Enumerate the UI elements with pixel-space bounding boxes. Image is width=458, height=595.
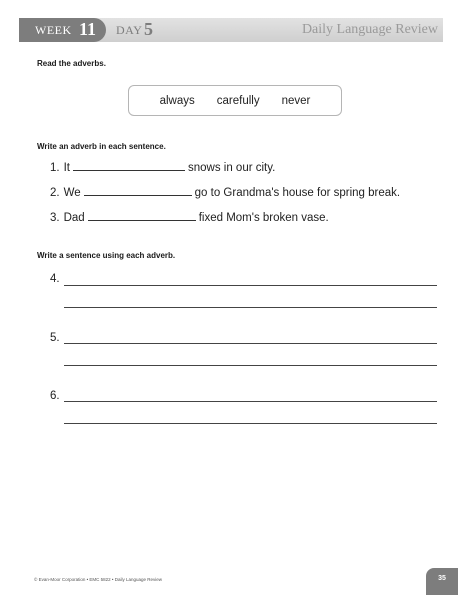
instruction-write-adverb: Write an adverb in each sentence.: [37, 142, 166, 151]
item-number: 5.: [50, 332, 60, 344]
page-number: 35: [438, 575, 446, 582]
day-number: 5: [144, 19, 153, 39]
writing-line[interactable]: [64, 401, 437, 402]
series-title: Daily Language Review: [301, 22, 438, 37]
writing-line[interactable]: [64, 423, 437, 424]
instruction-write-sentence: Write a sentence using each adverb.: [37, 251, 176, 260]
sentence-end: fixed Mom's broken vase.: [198, 212, 329, 224]
adverb-word: always: [159, 94, 195, 107]
answer-blank[interactable]: [73, 169, 185, 171]
sentence-end: go to Grandma's house for spring break.: [194, 187, 401, 199]
item-number: 6.: [50, 390, 60, 402]
item-number: 3.: [50, 212, 60, 224]
item-number: 2.: [50, 187, 60, 199]
writing-line[interactable]: [64, 365, 437, 366]
answer-blank[interactable]: [84, 194, 192, 196]
week-number: 11: [79, 19, 97, 39]
answer-blank[interactable]: [88, 219, 196, 221]
sentence-start: We: [63, 187, 81, 199]
writing-line[interactable]: [64, 343, 437, 344]
sentence-start: It: [63, 162, 70, 174]
adverb-word: carefully: [216, 94, 260, 107]
adverb-word: never: [281, 94, 311, 107]
item-number: 1.: [50, 162, 60, 174]
footer-credit: © Evan-Moor Corporation • EMC 5822 • Daily Language Review: [34, 577, 163, 582]
item-number: 4.: [50, 273, 60, 285]
week-tab: [19, 18, 106, 42]
writing-line[interactable]: [64, 307, 437, 308]
writing-line[interactable]: [64, 285, 437, 286]
week-label: WEEK: [35, 23, 72, 37]
sentence-item: [50, 212, 329, 224]
day-label: DAY: [116, 23, 143, 37]
page-number-tab: [426, 568, 458, 595]
sentence-end: snows in our city.: [187, 162, 276, 174]
sentence-start: Dad: [63, 212, 85, 224]
sentence-item: [50, 162, 275, 174]
instruction-read-adverbs: Read the adverbs.: [37, 59, 106, 68]
adverb-word-box: [128, 85, 342, 116]
sentence-item: [50, 187, 400, 199]
